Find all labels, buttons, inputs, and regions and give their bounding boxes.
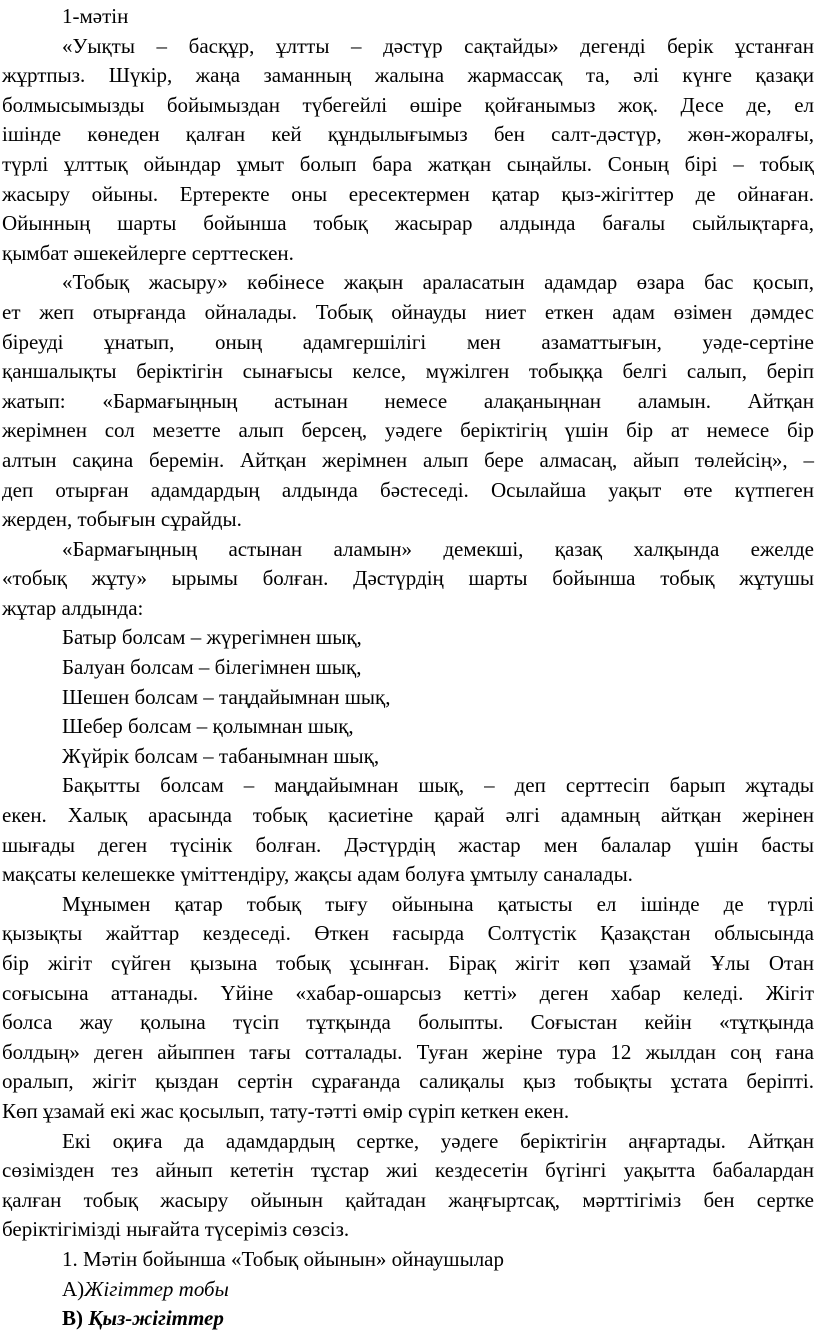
option-text: Қыз-жігіттер [88,1306,224,1331]
text-line: жасыру ойыны. Ертеректе оны ересектермен қатар қыз-жігіттер де ойнаған. [2,181,814,206]
text-line: шығады деген түсінік болған. Дәстүрдің жастар мен балалар үшін басты [2,832,814,857]
answer-option-b [2,1304,814,1334]
text-line: қымбат әшекейлерге серттескен. [2,240,294,265]
text-line: «Тобық жасыру» көбінесе жақын араласатын адамдар өзара бас қосып, [62,270,814,295]
text-line: қызықты жайттар кездеседі. Өткен ғасырда Солтүстік Қазақстан облысында [2,921,814,946]
text-line: Екі оқиға да адамдардың сертке, уәдеге беріктігін аңғартады. Айтқан [62,1128,814,1153]
text-line: бір жігіт сүйген қызына тобық ұсынған. Бірақ жігіт көп ұзамай Ұлы Отан [2,951,814,975]
text-line: қаншалықты беріктігін сынағысы келсе, мүжілген тобыққа белгі салып, беріп [2,359,814,384]
text-line: болмысымызды бойымыздан түбегейлі өшіре қойғанымыз жоқ. Десе де, ел [2,92,814,117]
page-title: 1-мәтін [62,4,129,28]
text-line: деп отырған адамдардың алдында бәстеседі. Осылайша уақыт өте күтпеген [2,477,814,502]
text-line: ет жеп отырғанда ойналады. Тобық ойнауды ниет еткен адам өзімен дәмдес [2,299,814,324]
text-line: болдың» деген айыппен тағы сотталады. Туған жеріне тура 12 жылдан соң ғана [2,1039,814,1064]
verse-line: Балуан болсам – білегімнен шық, [62,655,362,680]
text-line: жатып: «Бармағыңның астынан немесе алақаныңнан аламын. Айтқан [2,388,814,413]
text-line: түрлі ұлттық ойындар ұмыт болып бара жатқан сыңайлы. Соның бірі – тобық [2,151,814,176]
text-line: мақсаты келешекке үміттендіру, жақсы адам болуға ұмтылу саналады. [2,862,633,887]
text-line: жұртпыз. Шүкір, жаңа заманның жалына жармассақ та, әлі күнге қазақи [2,63,814,88]
text-line: соғысына аттанады. Үйіне «хабар-ошарсыз кетті» деген хабар келеді. Жігіт [2,980,814,1005]
verse-line: Шебер болсам – қолымнан шық, [62,714,354,739]
text-line: «Уықты – басқұр, ұлтты – дәстүр сақтайды» дегенді берік ұстанған [62,33,814,58]
text-line: «Бармағыңның астынан аламын» демекші, қазақ халқында ежелде [62,536,814,561]
option-letter: А) [62,1276,85,1301]
text-line: жұтар алдында: [2,595,144,620]
question-text: 1. Мәтін бойынша «Тобық ойынын» ойнаушылар [62,1246,504,1271]
text-line: алтын сақина беремін. Айтқан жерімнен алып бере алмасаң, айып төлейсің», – [2,447,814,472]
answer-option-a [2,1275,814,1305]
text-line: біреуді ұнатып, оның адамгершілігі мен азаматтығын, уәде-сертіне [2,329,814,354]
text-line: қалған тобық жасыру ойынын қайтадан жаңғыртсақ, мәрттігіміз бен сертке [2,1187,814,1212]
verse-line: Жүйрік болсам – табанымнан шық, [62,743,380,768]
text-line: Көп ұзамай екі жас қосылып, тату-тәтті өмір сүріп кеткен екен. [2,1098,570,1123]
text-line: беріктігімізді нығайта түсеріміз сөзсіз. [2,1217,350,1242]
text-line: оралып, жігіт қыздан сертін сұрағанда салиқалы қыз тобықты ұстата беріпті. [2,1069,814,1094]
text-line: «тобық жұту» ырымы болған. Дәстүрдің шарты бойынша тобық жұтушы [2,566,814,591]
option-text: Жігіттер тобы [84,1276,229,1301]
text-line: Мұнымен қатар тобық тығу ойынына қатысты ел ішінде де түрлі [62,891,814,916]
text-line: сөзімізден тез айнып кететін тұстар жиі кездесетін бүгінгі уақытта бабалардан [2,1158,814,1183]
option-letter: В) [62,1306,89,1331]
text-line: Ойынның шарты бойынша тобық жасырар алдында бағалы сыйлықтарға, [2,211,814,236]
text-line: жерден, тобығын сұрайды. [2,507,242,532]
verse-line: Шешен болсам – таңдайымнан шық, [62,684,391,709]
text-line: екен. Халық арасында тобық қасиетіне қарай әлгі адамның айтқан жерінен [2,803,814,828]
text-line: жерімнен сол мезетте алып берсең, уәдеге беріктігің үшін бір ат немесе бір [2,418,814,443]
text-line: Бақытты болсам – маңдайымнан шық, – деп серттесіп барып жұтады [62,773,814,798]
verse-line: Батыр болсам – жүрегімнен шық, [62,625,362,650]
text-line: болса жау қолына түсіп тұтқында болыпты. Соғыстан кейін «тұтқында [2,1010,814,1035]
text-line: ішінде көнеден қалған кей құндылығымыз бен салт-дәстүр, жөн-жоралғы, [2,122,814,147]
